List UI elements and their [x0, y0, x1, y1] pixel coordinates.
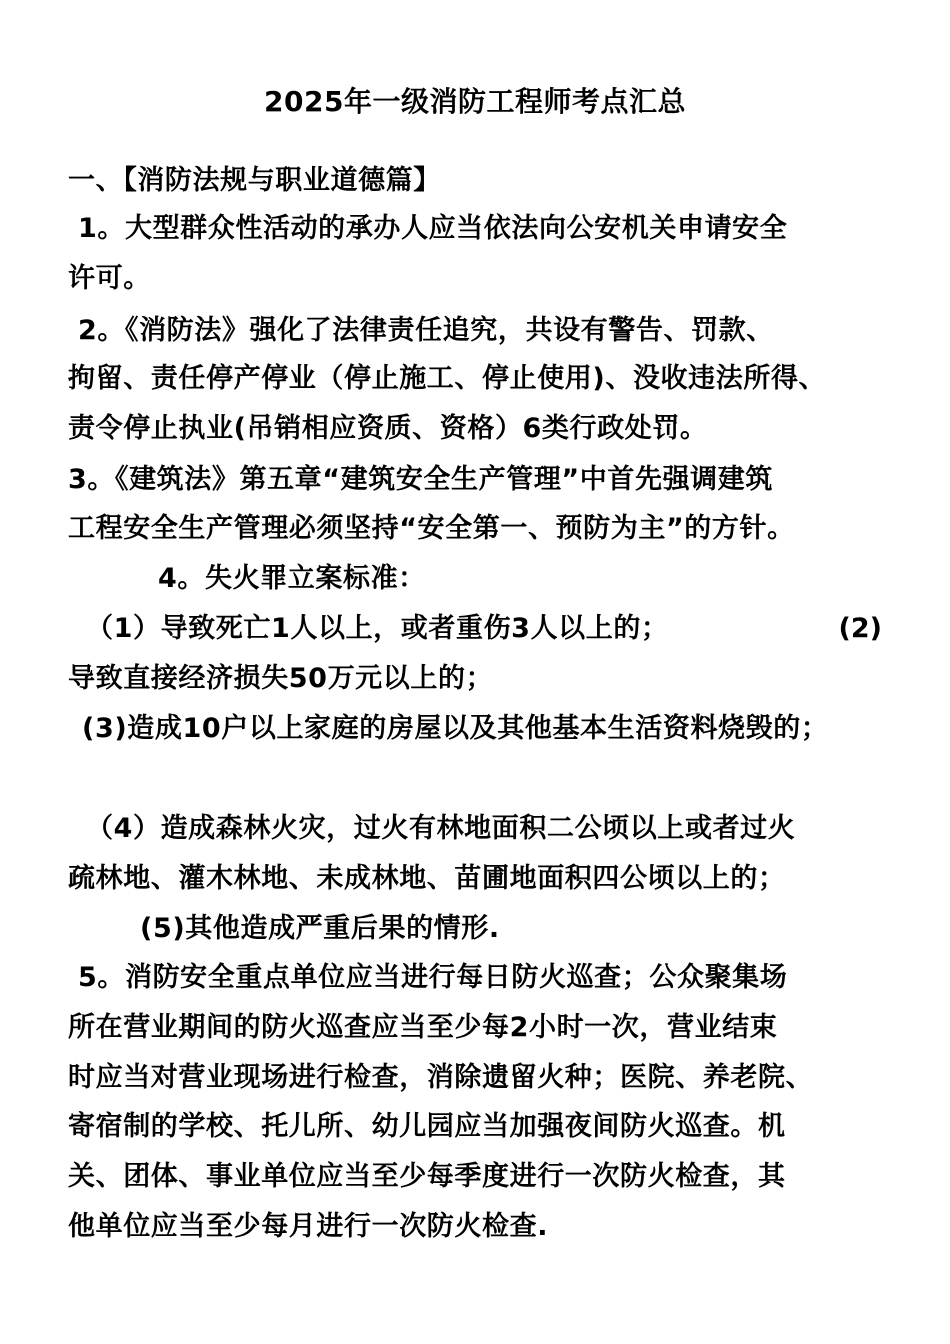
paragraph-line: 2。《消防法》强化了法律责任追究，共设有警告、罚款、 — [78, 315, 774, 346]
paragraph-line: 5。消防安全重点单位应当进行每日防火巡查；公众聚集场 — [78, 962, 788, 993]
paragraph-line: (3)造成10户以上家庭的房屋以及其他基本生活资料烧毁的； — [82, 713, 829, 744]
paragraph-line: 4。失火罪立案标准： — [158, 563, 426, 594]
paragraph-line: 疏林地、灌木林地、未成林地、苗圃地面积四公顷以上的； — [68, 863, 786, 894]
paragraph-line: 寄宿制的学校、托儿所、幼儿园应当加强夜间防火巡查。机 — [68, 1111, 786, 1142]
paragraph-line: (5)其他造成严重后果的情形. — [140, 913, 500, 944]
section-heading: 一、【消防法规与职业道德篇】 — [68, 165, 441, 196]
paragraph-line: 他单位应当至少每月进行一次防火检查. — [68, 1211, 549, 1242]
paragraph-line: 责令停止执业(吊销相应资质、资格）6类行政处罚。 — [68, 413, 708, 444]
paragraph-line: 工程安全生产管理必须坚持“安全第一、预防为主”的方针。 — [68, 513, 795, 544]
paragraph-line: 所在营业期间的防火巡查应当至少每2小时一次，营业结束 — [68, 1012, 778, 1043]
paragraph-line: 拘留、责任停产停业（停止施工、停止使用)、没收违法所得、 — [68, 363, 827, 394]
paragraph-line: （4）造成森林火灾，过火有林地面积二公顷以上或者过火 — [86, 813, 796, 844]
paragraph-line: 时应当对营业现场进行检查，消除遗留火种；医院、养老院、 — [68, 1062, 814, 1093]
paragraph-line: 许可。 — [68, 263, 151, 294]
paragraph-line: 关、团体、事业单位应当至少每季度进行一次防火检查，其 — [68, 1161, 786, 1192]
list-item-marker: (2) — [838, 613, 882, 644]
paragraph-line: 导致直接经济损失50万元以上的； — [68, 663, 494, 694]
document-title: 2025年一级消防工程师考点汇总 — [264, 85, 686, 118]
paragraph-line: （1）导致死亡1人以上，或者重伤3人以上的； — [86, 613, 669, 644]
paragraph-line: 3。《建筑法》第五章“建筑安全生产管理”中首先强调建筑 — [68, 464, 773, 495]
paragraph-line: 1。大型群众性活动的承办人应当依法向公安机关申请安全 — [78, 213, 788, 244]
